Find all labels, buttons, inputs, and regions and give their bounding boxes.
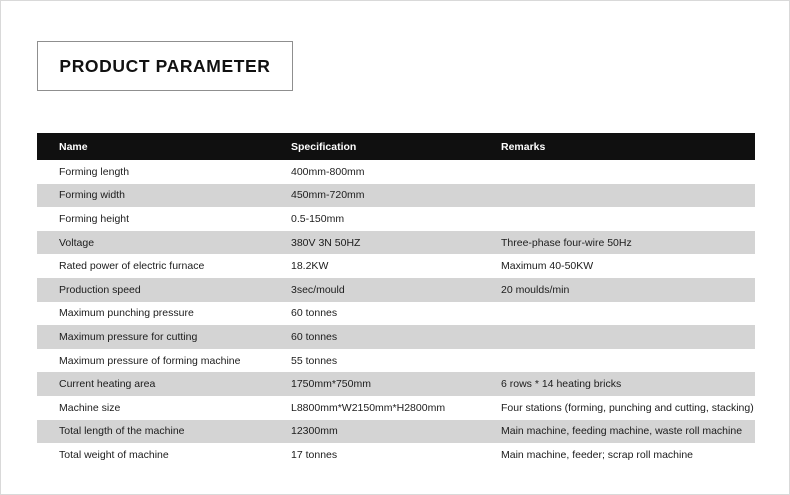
table-body bbox=[37, 160, 755, 467]
cell-specification: 17 tonnes bbox=[275, 443, 485, 467]
cell-name: Maximum pressure of forming machine bbox=[37, 349, 275, 373]
cell-remarks: 20 moulds/min bbox=[485, 278, 755, 302]
cell-remarks bbox=[485, 302, 755, 326]
cell-remarks: Main machine, feeding machine, waste roll machine bbox=[485, 420, 755, 444]
cell-specification: 380V 3N 50HZ bbox=[275, 231, 485, 255]
cell-name: Current heating area bbox=[37, 372, 275, 396]
cell-name: Maximum pressure for cutting bbox=[37, 325, 275, 349]
table-row bbox=[37, 207, 755, 231]
table-row bbox=[37, 254, 755, 278]
table-row bbox=[37, 278, 755, 302]
cell-remarks: Main machine, feeder; scrap roll machine bbox=[485, 443, 755, 467]
cell-remarks: Three-phase four-wire 50Hz bbox=[485, 231, 755, 255]
column-header-remarks: Remarks bbox=[485, 133, 755, 160]
cell-remarks bbox=[485, 325, 755, 349]
cell-remarks bbox=[485, 184, 755, 208]
table-row bbox=[37, 231, 755, 255]
cell-specification: 400mm-800mm bbox=[275, 160, 485, 184]
cell-specification: 18.2KW bbox=[275, 254, 485, 278]
table-row bbox=[37, 160, 755, 184]
cell-name: Maximum punching pressure bbox=[37, 302, 275, 326]
parameter-table-wrapper bbox=[37, 133, 755, 467]
cell-remarks: 6 rows * 14 heating bricks bbox=[485, 372, 755, 396]
table-header bbox=[37, 133, 755, 160]
cell-remarks: Four stations (forming, punching and cutting, stacking) bbox=[485, 396, 755, 420]
cell-remarks bbox=[485, 207, 755, 231]
cell-name: Total weight of machine bbox=[37, 443, 275, 467]
cell-remarks bbox=[485, 349, 755, 373]
table-row bbox=[37, 420, 755, 444]
cell-specification: 3sec/mould bbox=[275, 278, 485, 302]
cell-name: Machine size bbox=[37, 396, 275, 420]
page-title-box bbox=[37, 41, 293, 91]
table-row bbox=[37, 443, 755, 467]
cell-name: Forming height bbox=[37, 207, 275, 231]
cell-specification: 0.5-150mm bbox=[275, 207, 485, 231]
column-header-name: Name bbox=[37, 133, 275, 160]
cell-specification: 55 tonnes bbox=[275, 349, 485, 373]
table-row bbox=[37, 396, 755, 420]
cell-specification: 1750mm*750mm bbox=[275, 372, 485, 396]
table-row bbox=[37, 325, 755, 349]
table-row bbox=[37, 372, 755, 396]
cell-specification: L8800mm*W2150mm*H2800mm bbox=[275, 396, 485, 420]
table-header-row bbox=[37, 133, 755, 160]
cell-remarks: Maximum 40-50KW bbox=[485, 254, 755, 278]
cell-specification: 450mm-720mm bbox=[275, 184, 485, 208]
table-row bbox=[37, 349, 755, 373]
page-title: PRODUCT PARAMETER bbox=[59, 55, 271, 76]
column-header-specification: Specification bbox=[275, 133, 485, 160]
cell-name: Production speed bbox=[37, 278, 275, 302]
cell-specification: 60 tonnes bbox=[275, 325, 485, 349]
cell-specification: 60 tonnes bbox=[275, 302, 485, 326]
cell-name: Rated power of electric furnace bbox=[37, 254, 275, 278]
parameter-table bbox=[37, 133, 755, 467]
cell-specification: 12300mm bbox=[275, 420, 485, 444]
cell-name: Voltage bbox=[37, 231, 275, 255]
table-row bbox=[37, 184, 755, 208]
cell-name: Forming width bbox=[37, 184, 275, 208]
cell-name: Total length of the machine bbox=[37, 420, 275, 444]
cell-remarks bbox=[485, 160, 755, 184]
cell-name: Forming length bbox=[37, 160, 275, 184]
table-row bbox=[37, 302, 755, 326]
